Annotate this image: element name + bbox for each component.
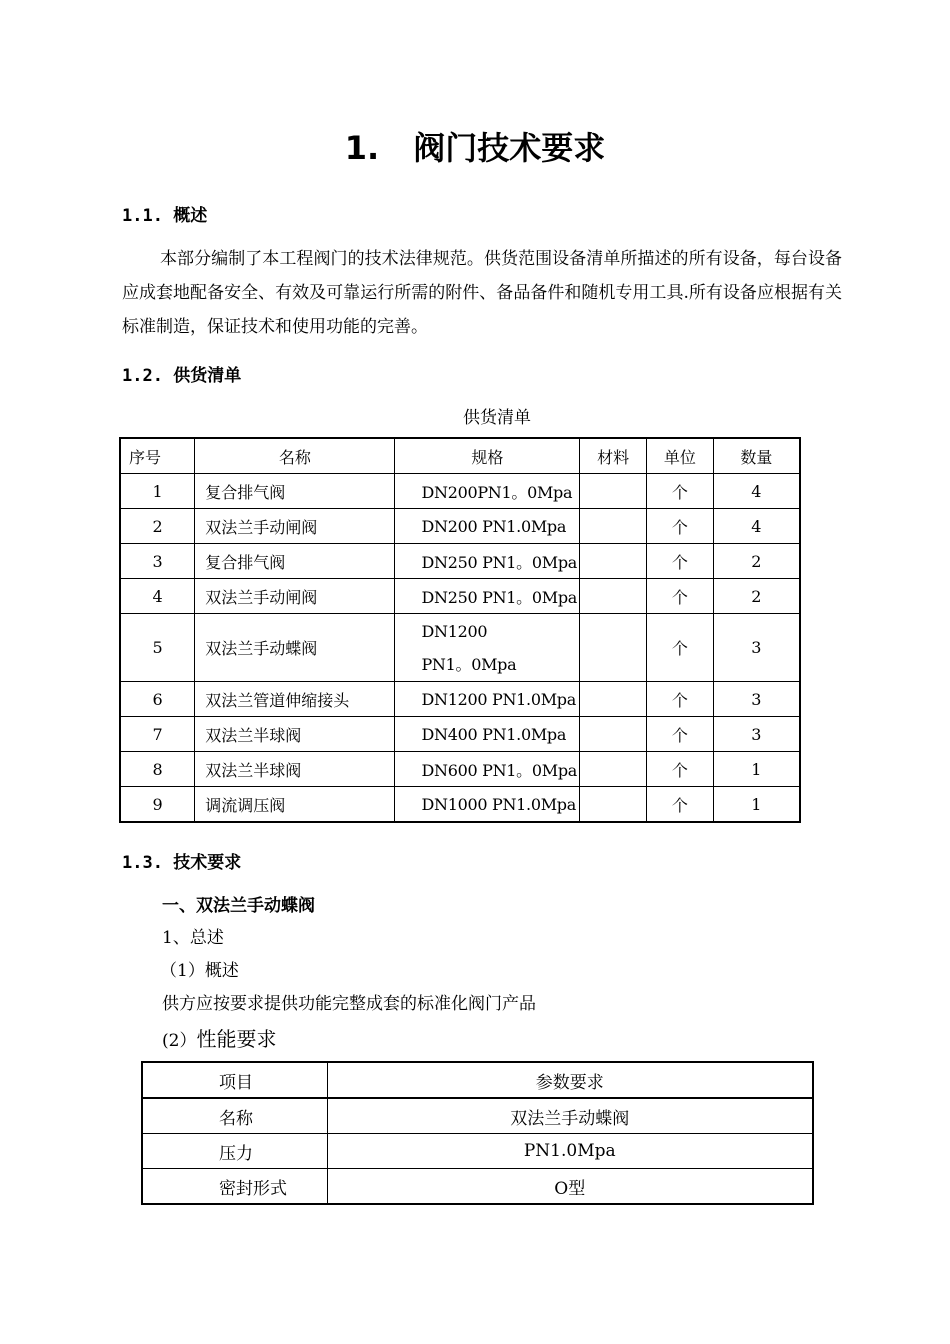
section-title: 技术要求	[173, 853, 242, 873]
cell-param: O型	[327, 1169, 813, 1205]
col-header-name: 名称	[195, 438, 395, 474]
cell-idx: 3	[120, 544, 195, 579]
cell-name: 双法兰半球阀	[195, 717, 395, 752]
cell-unit: 个	[646, 752, 713, 787]
cell-param: 双法兰手动蝶阀	[327, 1098, 813, 1134]
cell-spec: DN250 PN1。0Mpa	[395, 544, 580, 579]
col-header-item: 项目	[142, 1062, 327, 1098]
section-number: 1.1.	[122, 206, 163, 226]
overview-paragraph: 本部分编制了本工程阀门的技术法律规范。供货范围设备清单所描述的所有设备，每台设备应成套地配备安全、有效及可靠运行所需的附件、备品备件和随机专用工具.所有设备应根据有关标准制造，保证技术和使用功能的完善。	[122, 249, 842, 337]
table-row	[120, 787, 800, 823]
col-header-idx: 序号	[120, 438, 195, 474]
table-row	[120, 717, 800, 752]
cell-name: 双法兰手动闸阀	[195, 579, 395, 614]
section-title: 供货清单	[173, 366, 242, 386]
cell-idx: 5	[120, 614, 195, 682]
cell-name: 复合排气阀	[195, 544, 395, 579]
table-caption: 供货清单	[463, 408, 531, 428]
title-text: 阀门技术要求	[413, 129, 606, 167]
cell-unit: 个	[646, 682, 713, 717]
cell-qty: 4	[713, 509, 800, 544]
cell-unit: 个	[646, 509, 713, 544]
table-row	[120, 752, 800, 787]
cell-unit: 个	[646, 544, 713, 579]
table-row	[142, 1134, 813, 1169]
cell-name: 双法兰手动蝶阀	[195, 614, 395, 682]
col-header-material: 材料	[580, 438, 647, 474]
section-heading-1-2	[122, 364, 241, 388]
table-row	[120, 509, 800, 544]
cell-name: 调流调压阀	[195, 787, 395, 823]
cell-item: 密封形式	[142, 1169, 327, 1205]
section-number: 1.2.	[122, 366, 163, 386]
cell-material	[580, 614, 647, 682]
spec-line-2: PN1。0Mpa	[421, 654, 517, 674]
cell-spec: DN1200 PN1.0Mpa	[395, 682, 580, 717]
performance-title: 性能要求	[196, 1027, 277, 1051]
cell-material	[580, 717, 647, 752]
col-header-spec: 规格	[395, 438, 580, 474]
cell-qty: 3	[713, 614, 800, 682]
cell-item: 压力	[142, 1134, 327, 1169]
cell-name: 双法兰管道伸缩接头	[195, 682, 395, 717]
cell-material	[580, 474, 647, 509]
spec-line-1: DN1200	[421, 621, 488, 641]
cell-qty: 2	[713, 579, 800, 614]
col-header-param: 参数要求	[327, 1062, 813, 1098]
cell-name: 复合排气阀	[195, 474, 395, 509]
cell-spec: DN200 PN1.0Mpa	[395, 509, 580, 544]
cell-unit: 个	[646, 787, 713, 823]
cell-qty: 1	[713, 752, 800, 787]
cell-param: PN1.0Mpa	[327, 1134, 813, 1169]
cell-qty: 3	[713, 682, 800, 717]
cell-name: 双法兰手动闸阀	[195, 509, 395, 544]
table-row	[142, 1169, 813, 1205]
cell-spec: DN600 PN1。0Mpa	[395, 752, 580, 787]
table-row	[120, 579, 800, 614]
list-item-performance	[162, 1024, 276, 1056]
col-header-qty: 数量	[713, 438, 800, 474]
table-row	[142, 1098, 813, 1134]
table-header-row	[120, 438, 800, 474]
list-item-overview: 1、总述	[162, 928, 224, 948]
cell-idx: 7	[120, 717, 195, 752]
cell-idx: 6	[120, 682, 195, 717]
table-header-row	[142, 1062, 813, 1098]
cell-qty: 4	[713, 474, 800, 509]
cell-idx: 2	[120, 509, 195, 544]
cell-unit: 个	[646, 474, 713, 509]
cell-unit: 个	[646, 717, 713, 752]
cell-spec: DN250 PN1。0Mpa	[395, 579, 580, 614]
cell-material	[580, 579, 647, 614]
cell-idx: 8	[120, 752, 195, 787]
cell-spec	[395, 614, 580, 682]
cell-material	[580, 509, 647, 544]
table-row	[120, 614, 800, 682]
cell-spec: DN1000 PN1.0Mpa	[395, 787, 580, 823]
cell-qty: 3	[713, 717, 800, 752]
cell-unit: 个	[646, 614, 713, 682]
cell-unit: 个	[646, 579, 713, 614]
section-title: 概述	[173, 206, 208, 226]
table-row	[120, 474, 800, 509]
subsection-heading: 一、双法兰手动蝶阀	[162, 896, 315, 916]
cell-spec: DN400 PN1.0Mpa	[395, 717, 580, 752]
table-row	[120, 544, 800, 579]
cell-item: 名称	[142, 1098, 327, 1134]
cell-spec: DN200PN1。0Mpa	[395, 474, 580, 509]
title-number: 1.	[344, 129, 380, 167]
list-item-summary: （1）概述	[160, 961, 239, 981]
cell-material	[580, 787, 647, 823]
cell-material	[580, 682, 647, 717]
section-number: 1.3.	[122, 853, 163, 873]
table-row	[120, 682, 800, 717]
cell-qty: 2	[713, 544, 800, 579]
cell-idx: 9	[120, 787, 195, 823]
performance-table	[141, 1061, 814, 1205]
supply-table	[119, 437, 801, 823]
summary-paragraph: 供方应按要求提供功能完整成套的标准化阀门产品	[162, 994, 536, 1014]
cell-material	[580, 544, 647, 579]
section-heading-1-1	[122, 204, 207, 228]
cell-material	[580, 752, 647, 787]
cell-name: 双法兰半球阀	[195, 752, 395, 787]
performance-prefix: (2）	[162, 1031, 197, 1051]
section-heading-1-3	[122, 851, 241, 875]
cell-idx: 4	[120, 579, 195, 614]
page-title	[0, 126, 950, 170]
col-header-unit: 单位	[646, 438, 713, 474]
cell-idx: 1	[120, 474, 195, 509]
cell-qty: 1	[713, 787, 800, 823]
